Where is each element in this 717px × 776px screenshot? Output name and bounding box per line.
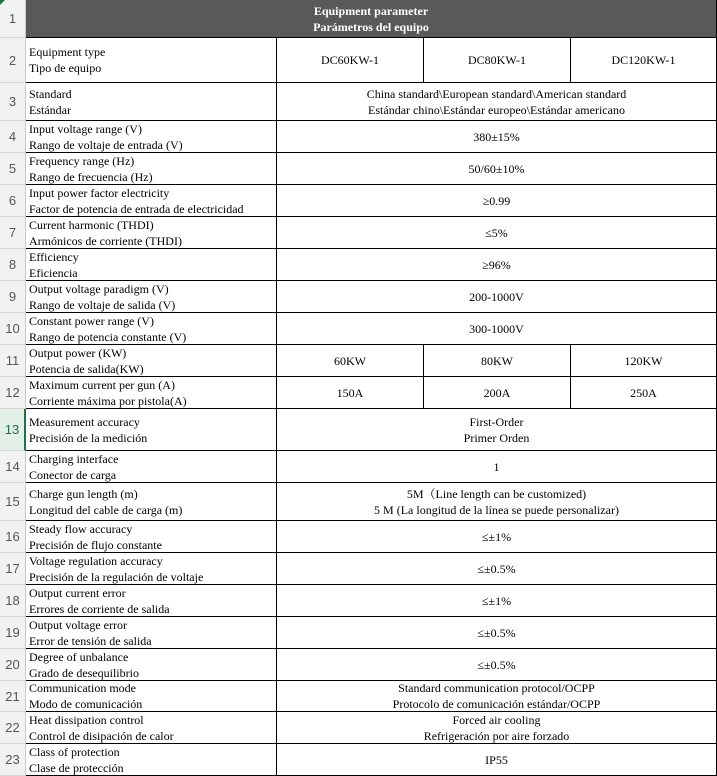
parameter-label-es: Estándar xyxy=(29,102,71,117)
parameter-label-cell[interactable] xyxy=(26,249,277,281)
value-cell[interactable] xyxy=(277,249,717,281)
value-text: 120KW xyxy=(624,353,663,368)
value-text: 150A xyxy=(336,385,364,400)
parameter-label-cell[interactable] xyxy=(26,483,277,521)
value-text-en: ≥0.99 xyxy=(482,193,511,208)
value-cell[interactable] xyxy=(277,649,717,681)
parameter-label-en: Class of protection xyxy=(29,744,120,759)
row-header[interactable]: 22 xyxy=(0,712,26,744)
value-text-en: IP55 xyxy=(485,752,508,767)
row-header[interactable]: 15 xyxy=(0,483,26,521)
parameter-label-cell[interactable] xyxy=(26,521,277,553)
row-header[interactable]: 5 xyxy=(0,153,26,185)
value-text: 60KW xyxy=(334,353,366,368)
value-cell[interactable] xyxy=(424,377,571,409)
parameter-label-es: Error de tensión de salida xyxy=(29,633,152,648)
row-header[interactable]: 10 xyxy=(0,313,26,345)
parameter-label-es: Control de disipación de calor xyxy=(29,728,174,743)
model-cell[interactable] xyxy=(424,38,571,83)
model-name: DC80KW-1 xyxy=(468,53,526,67)
row-header[interactable]: 12 xyxy=(0,377,26,409)
parameter-label-cell[interactable] xyxy=(26,377,277,409)
row-header[interactable]: 6 xyxy=(0,185,26,217)
value-cell[interactable] xyxy=(277,451,717,483)
value-text-en: 200-1000V xyxy=(469,289,524,304)
value-cell[interactable] xyxy=(277,744,717,776)
parameter-label-en: Input voltage range (V) xyxy=(29,121,142,136)
parameter-label-es: Factor de potencia de entrada de electricidad xyxy=(29,201,244,216)
parameter-label-en: Current harmonic (THDI) xyxy=(29,217,154,232)
parameter-label-es: Rango de voltaje de salida (V) xyxy=(29,297,176,312)
parameter-label-es: Eficiencia xyxy=(29,265,78,280)
header-title-en: Equipment parameter xyxy=(313,3,429,18)
row-header[interactable]: 20 xyxy=(0,649,26,681)
parameter-label-cell[interactable] xyxy=(26,121,277,153)
value-text-en: 1 xyxy=(493,459,500,474)
value-text-es: 5 M (La longitud de la línea se puede personalizar) xyxy=(374,502,619,517)
parameter-label-en: Equipment type xyxy=(29,45,106,59)
parameter-label-es: Rango de frecuencia (Hz) xyxy=(29,169,153,184)
row-header[interactable]: 18 xyxy=(0,585,26,617)
parameter-label-en: Output current error xyxy=(29,585,126,600)
value-text-en: Forced air cooling xyxy=(452,712,541,727)
value-cell[interactable] xyxy=(277,617,717,649)
value-cell[interactable] xyxy=(277,483,717,521)
row-header[interactable]: 2 xyxy=(0,38,26,83)
model-cell[interactable] xyxy=(277,38,424,83)
row-header[interactable]: 13 xyxy=(0,409,26,451)
value-text-es: Estándar chino\Estándar europeo\Estándar americano xyxy=(368,102,625,117)
parameter-label-en: Output voltage error xyxy=(29,617,127,632)
value-cell[interactable] xyxy=(277,585,717,617)
row-header[interactable]: 1 xyxy=(0,0,26,38)
value-cell[interactable] xyxy=(571,345,717,377)
value-cell[interactable] xyxy=(277,681,717,712)
parameter-label-en: Voltage regulation accuracy xyxy=(29,553,163,568)
parameter-label-es: Armónicos de corriente (THDI) xyxy=(29,233,182,248)
parameter-label-en: Measurement accuracy xyxy=(29,414,140,429)
parameter-label-en: Input power factor electricity xyxy=(29,185,170,200)
parameter-label-cell[interactable] xyxy=(26,217,277,249)
value-text-en: 300-1000V xyxy=(469,321,524,336)
parameter-label-en: Efficiency xyxy=(29,249,79,264)
value-text-en: 380±15% xyxy=(473,129,520,144)
parameter-label-cell[interactable] xyxy=(26,38,277,83)
parameter-label-en: Charging interface xyxy=(29,451,119,466)
value-cell[interactable] xyxy=(277,345,424,377)
row-header[interactable]: 4 xyxy=(0,121,26,153)
value-cell[interactable] xyxy=(277,553,717,585)
parameter-label-es: Precisión de la medición xyxy=(29,430,148,445)
value-cell[interactable] xyxy=(277,83,717,121)
row-header[interactable]: 9 xyxy=(0,281,26,313)
parameter-label-cell[interactable] xyxy=(26,712,277,744)
parameter-label-es: Conector de carga xyxy=(29,467,117,482)
value-cell[interactable] xyxy=(571,377,717,409)
row-header[interactable]: 21 xyxy=(0,681,26,712)
value-text-en: ≤5% xyxy=(485,225,508,240)
value-cell[interactable] xyxy=(424,345,571,377)
parameter-label-en: Output voltage paradigm (V) xyxy=(29,281,169,296)
value-cell[interactable] xyxy=(277,521,717,553)
value-cell[interactable] xyxy=(277,377,424,409)
parameter-label-cell[interactable] xyxy=(26,345,277,377)
parameter-label-cell[interactable] xyxy=(26,185,277,217)
row-header[interactable]: 3 xyxy=(0,83,26,121)
parameter-label-cell[interactable] xyxy=(26,585,277,617)
parameter-label-en: Maximum current per gun (A) xyxy=(29,377,175,392)
value-cell[interactable] xyxy=(277,185,717,217)
value-text-en: ≤±0.5% xyxy=(477,657,516,672)
parameter-label-es: Precisión de flujo constante xyxy=(29,537,162,552)
value-text-en: ≤±1% xyxy=(481,593,512,608)
parameter-label-es: Longitud del cable de carga (m) xyxy=(29,502,183,517)
value-cell[interactable] xyxy=(277,217,717,249)
parameter-label-es: Corriente máxima por pistola(A) xyxy=(29,393,187,408)
parameter-label-cell[interactable] xyxy=(26,681,277,712)
row-header[interactable]: 16 xyxy=(0,521,26,553)
value-cell[interactable] xyxy=(277,153,717,185)
parameter-label-cell[interactable] xyxy=(26,553,277,585)
parameter-label-en: Charge gun length (m) xyxy=(29,486,138,501)
parameter-label-cell[interactable] xyxy=(26,153,277,185)
header-cell[interactable] xyxy=(26,0,717,38)
parameter-label-es: Rango de voltaje de entrada (V) xyxy=(29,137,183,152)
parameter-label-es: Precisión de la regulación de voltaje xyxy=(29,569,204,584)
select-all-corner[interactable] xyxy=(0,0,5,5)
parameter-label-es: Clase de protección xyxy=(29,760,124,775)
header-title-es: Parámetros del equipo xyxy=(313,19,429,34)
parameter-label-es: Potencia de salida(KW) xyxy=(29,361,144,376)
model-name: DC60KW-1 xyxy=(321,53,379,67)
value-text-en: ≤±0.5% xyxy=(477,625,516,640)
parameter-label-cell[interactable] xyxy=(26,617,277,649)
value-text-es: Primer Orden xyxy=(463,430,530,445)
value-text: 80KW xyxy=(481,353,513,368)
row-header[interactable]: 23 xyxy=(0,744,26,776)
parameter-label-en: Communication mode xyxy=(29,681,136,695)
parameter-label-en: Standard xyxy=(29,86,72,101)
value-text-es: Refrigeración por aire forzado xyxy=(423,728,570,743)
value-cell[interactable] xyxy=(277,409,717,451)
row-header[interactable]: 17 xyxy=(0,553,26,585)
value-text: 200A xyxy=(483,385,511,400)
row-header[interactable]: 7 xyxy=(0,217,26,249)
value-text-en: China standard\European standard\American standard xyxy=(366,86,627,101)
parameter-label-cell[interactable] xyxy=(26,649,277,681)
row-header[interactable]: 19 xyxy=(0,617,26,649)
model-name: DC120KW-1 xyxy=(611,53,676,67)
value-cell[interactable] xyxy=(277,313,717,345)
parameter-label-es: Modo de comunicación xyxy=(29,697,143,711)
parameter-label-es: Rango de potencia constante (V) xyxy=(29,329,187,344)
parameter-label-cell[interactable] xyxy=(26,83,277,121)
value-text-es: Protocolo de comunicación estándar/OCPP xyxy=(392,697,601,711)
parameter-label-cell[interactable] xyxy=(26,744,277,776)
parameter-label-en: Degree of unbalance xyxy=(29,649,129,664)
value-text-en: First-Order xyxy=(469,414,524,429)
parameter-label-es: Grado de desequilibrio xyxy=(29,665,139,680)
value-text-en: ≥96% xyxy=(482,257,511,272)
value-cell[interactable] xyxy=(277,121,717,153)
parameter-label-en: Steady flow accuracy xyxy=(29,521,133,536)
parameter-label-es: Errores de corriente de salida xyxy=(29,601,170,616)
parameter-label-en: Constant power range (V) xyxy=(29,313,154,328)
model-cell[interactable] xyxy=(571,38,717,83)
value-cell[interactable] xyxy=(277,712,717,744)
row-header[interactable]: 8 xyxy=(0,249,26,281)
parameter-label-cell[interactable] xyxy=(26,451,277,483)
value-text-en: 50/60±10% xyxy=(468,161,525,176)
row-header[interactable]: 11 xyxy=(0,345,26,377)
parameter-label-cell[interactable] xyxy=(26,281,277,313)
value-cell[interactable] xyxy=(277,281,717,313)
parameter-label-cell[interactable] xyxy=(26,409,277,451)
value-text-en: ≤±0.5% xyxy=(477,561,516,576)
parameter-label-en: Heat dissipation control xyxy=(29,712,144,727)
parameter-label-es: Tipo de equipo xyxy=(29,61,102,75)
parameter-label-en: Frequency range (Hz) xyxy=(29,153,135,168)
value-text-en: 5M（Line length can be customized) xyxy=(406,486,587,501)
row-header[interactable]: 14 xyxy=(0,451,26,483)
value-text-en: Standard communication protocol/OCPP xyxy=(398,681,595,695)
parameter-label-cell[interactable] xyxy=(26,313,277,345)
value-text-en: ≤±1% xyxy=(481,529,512,544)
parameter-label-en: Output power (KW) xyxy=(29,345,127,360)
value-text: 250A xyxy=(630,385,657,400)
